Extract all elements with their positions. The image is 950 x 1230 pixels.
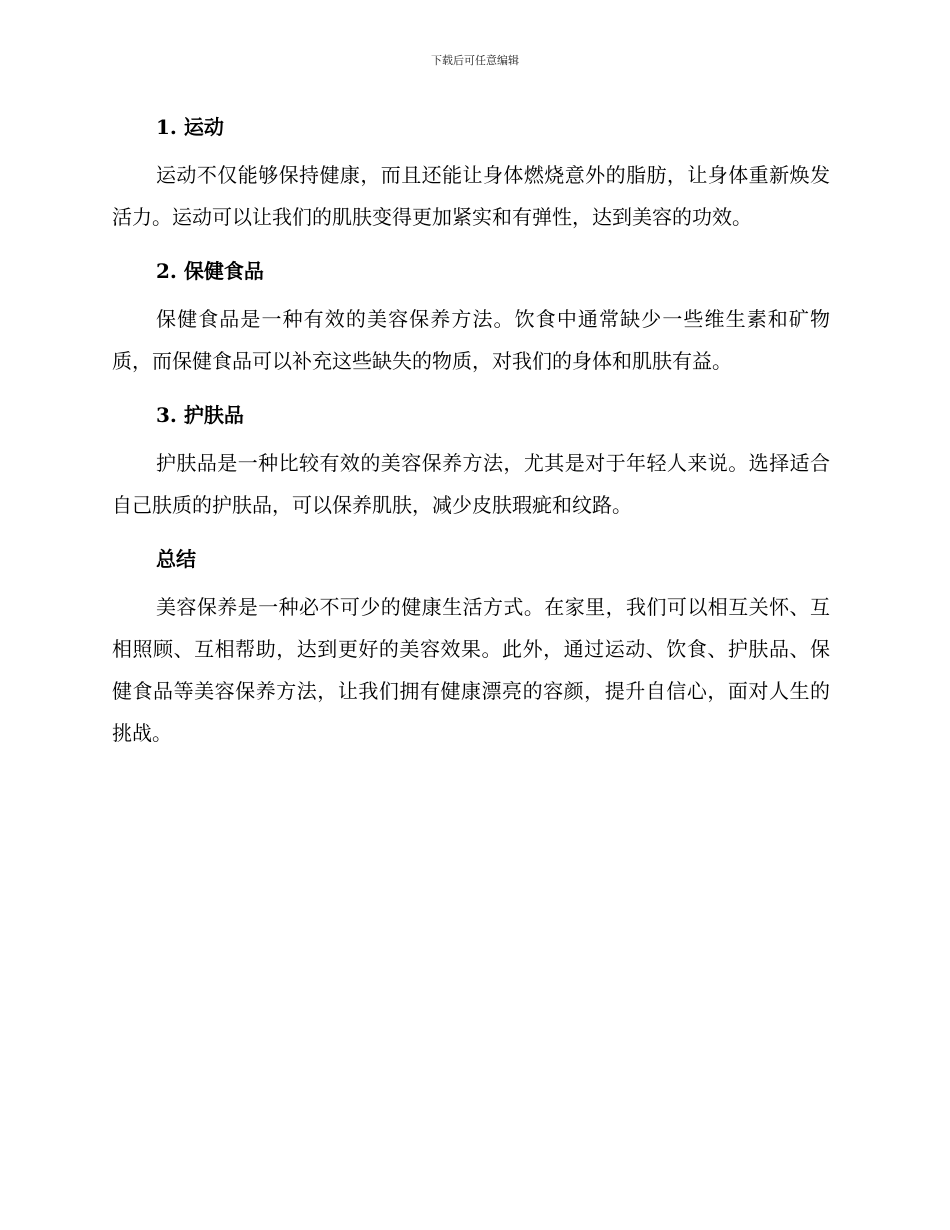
section-paragraph-skincare: 护肤品是一种比较有效的美容保养方法，尤其是对于年轻人来说。选择适合自己肤质的护肤品，可以保养肌肤，减少皮肤瑕疵和纹路。 xyxy=(112,451,830,517)
section-title-health-food: 2. 保健食品 xyxy=(156,259,264,283)
section-paragraph-summary: 美容保养是一种必不可少的健康生活方式。在家里，我们可以相互关怀、互相照顾、互相帮助，达到更好的美容效果。此外，通过运动、饮食、护肤品、保健食品等美容保养方法，让我们拥有健康漂亮的容颜，提升自信心，面对人生的挑战。 xyxy=(112,595,830,745)
document-body xyxy=(112,112,830,754)
section-title-exercise: 1. 运动 xyxy=(156,115,224,139)
section-title-summary: 总结 xyxy=(156,547,196,571)
page-header: 下载后可任意编辑 xyxy=(431,54,519,67)
section-paragraph-health-food: 保健食品是一种有效的美容保养方法。饮食中通常缺少一些维生素和矿物质，而保健食品可以补充这些缺失的物质，对我们的身体和肌肤有益。 xyxy=(112,307,830,373)
section-title-skincare: 3. 护肤品 xyxy=(156,403,244,427)
section-paragraph-exercise: 运动不仅能够保持健康，而且还能让身体燃烧意外的脂肪，让身体重新焕发活力。运动可以让我们的肌肤变得更加紧实和有弹性，达到美容的功效。 xyxy=(112,163,830,229)
